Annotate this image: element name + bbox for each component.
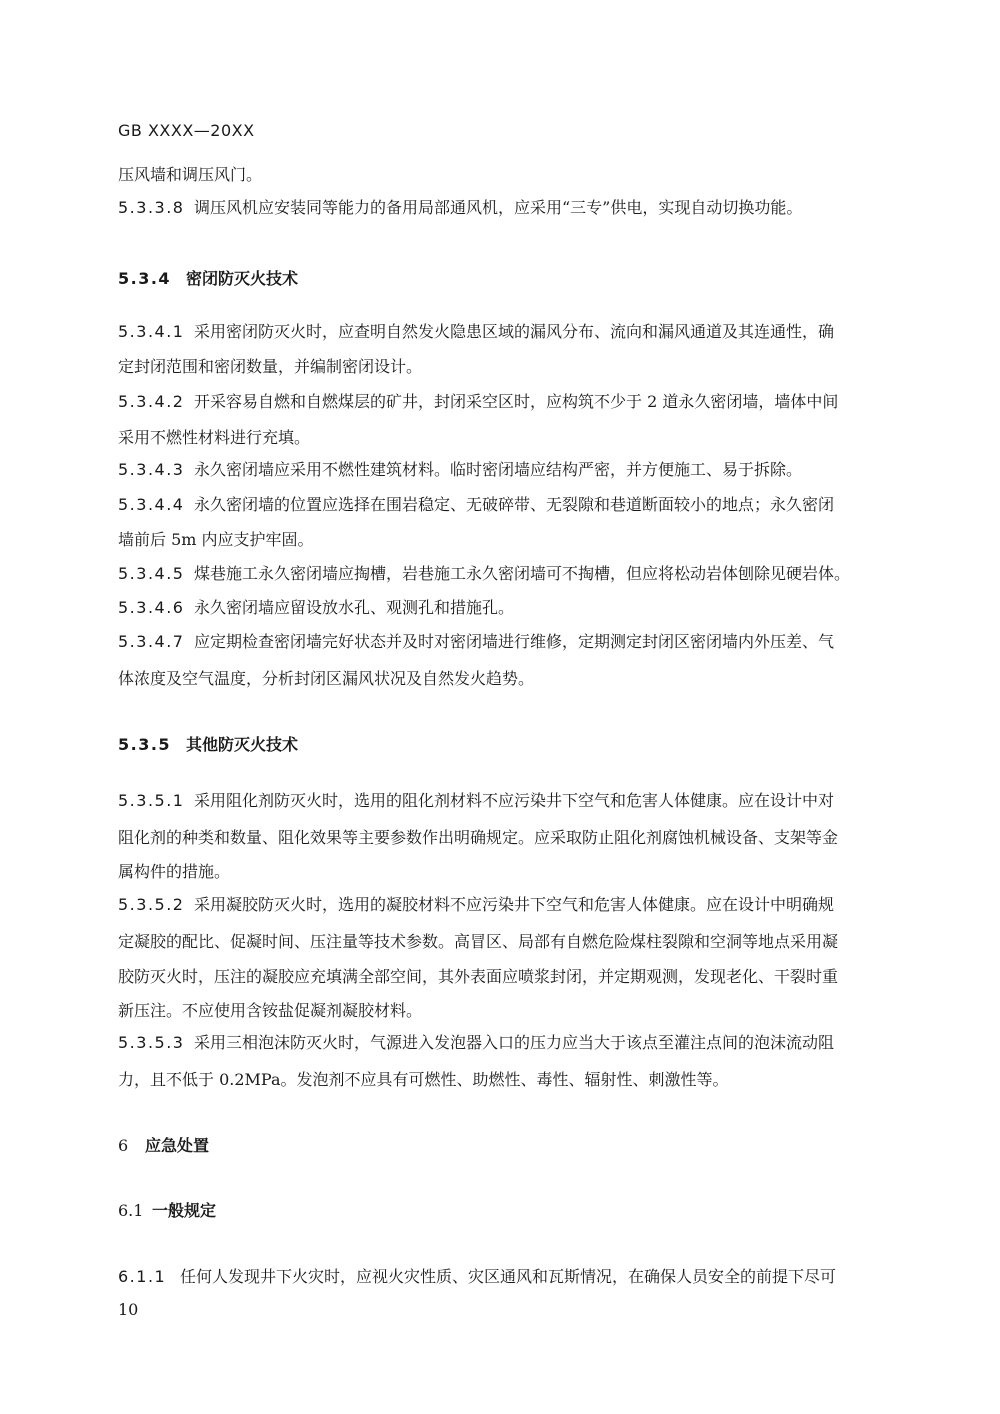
clause-6-1-1 — [118, 1266, 908, 1288]
continuation-text: 压风墙和调压风门。 — [118, 165, 263, 184]
clause-5-3-4-6 — [118, 597, 908, 619]
clause-5-3-4-2 — [118, 391, 908, 413]
clause-text-continued: 定封闭范围和密闭数量，并编制密闭设计。 — [118, 357, 423, 376]
section-5-3-5-heading — [118, 734, 908, 756]
clause-text: 采用三相泡沫防灭火时，气源进入发泡器入口的压力应当大于该点至灌注点间的泡沫流动阻 — [194, 1033, 835, 1052]
clause-text-continued: 胶防灭火时，压注的凝胶应充填满全部空间，其外表面应喷浆封闭，并定期观测，发现老化、干裂时重 — [118, 967, 839, 986]
clause-text: 永久密闭墙的位置应选择在围岩稳定、无破碎带、无裂隙和巷道断面较小的地点；永久密闭 — [194, 495, 835, 514]
clause-text-continued: 采用不燃性材料进行充填。 — [118, 428, 311, 447]
section-number: 5.3.4 — [118, 269, 172, 288]
clause-number: 5.3.3.8 — [118, 198, 185, 217]
standard-code-header: GB XXXX—20XX — [118, 121, 255, 140]
clause-text: 采用阻化剂防灭火时，选用的阻化剂材料不应污染井下空气和危害人体健康。应在设计中对 — [194, 791, 835, 810]
clause-5-3-3-8 — [118, 197, 908, 219]
clause-text: 采用凝胶防灭火时，选用的凝胶材料不应污染井下空气和危害人体健康。应在设计中明确规 — [194, 895, 835, 914]
section-6-1-heading — [118, 1200, 908, 1222]
clause-5-3-4-7 — [118, 631, 908, 653]
clause-number: 5.3.4.7 — [118, 632, 185, 651]
clause-text-continued: 阻化剂的种类和数量、阻化效果等主要参数作出明确规定。应采取防止阻化剂腐蚀机械设备、支架等金 — [118, 828, 839, 847]
section-title: 一般规定 — [152, 1201, 217, 1220]
clause-5-3-4-1 — [118, 321, 908, 343]
clause-number: 5.3.4.4 — [118, 495, 185, 514]
clause-number: 5.3.4.2 — [118, 392, 185, 411]
clause-text-continued: 属构件的措施。 — [118, 862, 231, 881]
clause-number: 6.1.1 — [118, 1267, 167, 1286]
clause-5-3-5-1 — [118, 790, 908, 812]
clause-5-3-4-3 — [118, 459, 908, 481]
section-number: 6.1 — [118, 1201, 144, 1220]
clause-text: 应定期检查密闭墙完好状态并及时对密闭墙进行维修，定期测定封闭区密闭墙内外压差、气 — [194, 632, 835, 651]
clause-number: 5.3.4.5 — [118, 564, 185, 583]
clause-text: 永久密闭墙应留设放水孔、观测孔和措施孔。 — [194, 598, 515, 617]
clause-text-continued: 新压注。不应使用含铵盐促凝剂凝胶材料。 — [118, 1001, 423, 1020]
clause-number: 5.3.4.6 — [118, 598, 185, 617]
section-number: 5.3.5 — [118, 735, 172, 754]
chapter-6-heading — [118, 1135, 908, 1157]
page-number: 10 — [118, 1300, 139, 1319]
clause-number: 5.3.4.1 — [118, 322, 185, 341]
clause-number: 5.3.4.3 — [118, 460, 185, 479]
section-title: 密闭防灭火技术 — [186, 269, 299, 288]
clause-text-continued: 力，且不低于 0.2MPa。发泡剂不应具有可燃性、助燃性、毒性、辐射性、刺激性等。 — [118, 1070, 729, 1089]
section-title: 其他防灭火技术 — [186, 735, 299, 754]
clause-number: 5.3.5.1 — [118, 791, 185, 810]
chapter-title: 应急处置 — [145, 1136, 210, 1155]
clause-5-3-5-3 — [118, 1032, 908, 1054]
clause-text: 采用密闭防灭火时，应查明自然发火隐患区域的漏风分布、流向和漏风通道及其连通性，确 — [194, 322, 835, 341]
clause-5-3-4-4 — [118, 494, 908, 516]
clause-text: 开采容易自燃和自燃煤层的矿井，封闭采空区时，应构筑不少于 2 道永久密闭墙，墙体中间 — [194, 392, 839, 411]
clause-number: 5.3.5.3 — [118, 1033, 185, 1052]
clause-text-continued: 体浓度及空气温度，分析封闭区漏风状况及自然发火趋势。 — [118, 669, 535, 688]
clause-text: 煤巷施工永久密闭墙应掏槽，岩巷施工永久密闭墙可不掏槽，但应将松动岩体刨除见硬岩体。 — [194, 564, 851, 583]
clause-text: 永久密闭墙应采用不燃性建筑材料。临时密闭墙应结构严密，并方便施工、易于拆除。 — [194, 460, 803, 479]
clause-5-3-5-2 — [118, 894, 908, 916]
section-5-3-4-heading — [118, 268, 908, 290]
clause-text: 任何人发现井下火灾时，应视火灾性质、灾区通风和瓦斯情况，在确保人员安全的前提下尽可 — [180, 1267, 837, 1286]
clause-text: 调压风机应安装同等能力的备用局部通风机，应采用“三专”供电，实现自动切换功能。 — [194, 198, 803, 217]
chapter-number: 6 — [118, 1136, 129, 1155]
clause-number: 5.3.5.2 — [118, 895, 185, 914]
clause-5-3-4-5 — [118, 563, 908, 585]
clause-text-continued: 墙前后 5m 内应支护牢固。 — [118, 530, 314, 549]
clause-text-continued: 定凝胶的配比、促凝时间、压注量等技术参数。高冒区、局部有自燃危险煤柱裂隙和空洞等地点采用凝 — [118, 932, 839, 951]
